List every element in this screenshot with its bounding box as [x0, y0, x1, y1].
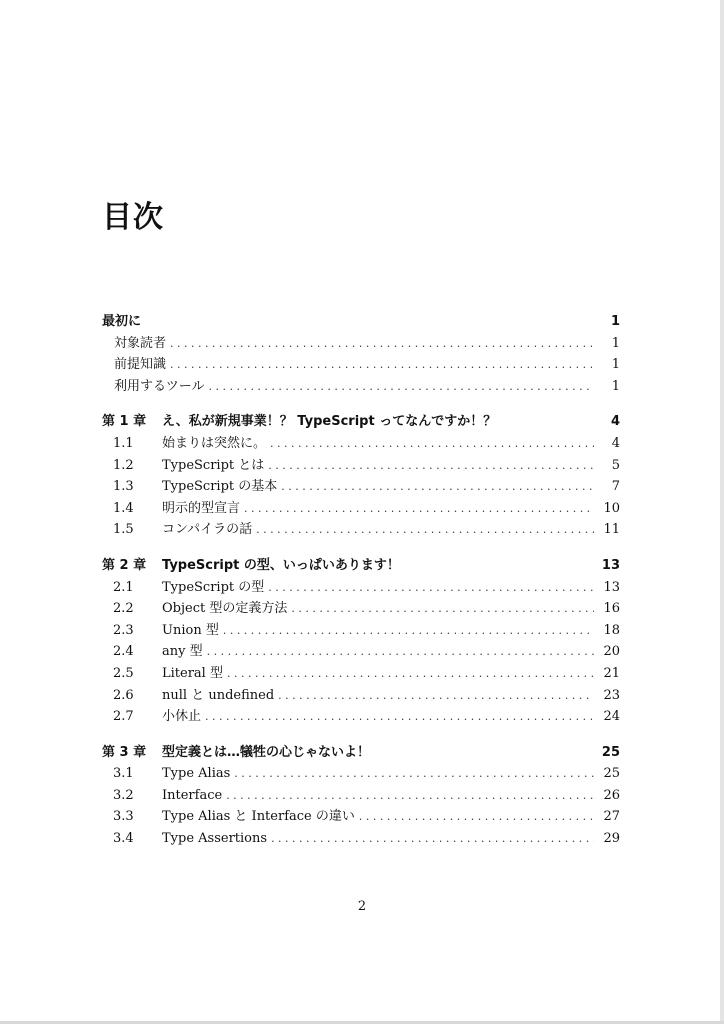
leader-dots	[226, 785, 594, 807]
chapter-page: 1	[610, 314, 620, 329]
toc-entry[interactable]	[102, 685, 620, 707]
toc-entry[interactable]	[102, 433, 620, 455]
leader-dots	[278, 685, 594, 707]
entry-number: 1.3	[113, 479, 134, 495]
entry-number: 3.2	[113, 787, 134, 803]
entry-number: 2.5	[113, 665, 134, 681]
entry-page: 11	[603, 522, 620, 538]
toc-entry[interactable]	[102, 519, 620, 541]
entry-page: 10	[603, 500, 620, 516]
leader-dots	[281, 476, 594, 498]
chapter-number: 第 1 章	[102, 414, 147, 430]
entry-page: 23	[603, 687, 620, 703]
toc-entry[interactable]	[102, 354, 620, 376]
entry-title: null と undefined	[162, 687, 275, 703]
entry-number: 1.2	[113, 457, 134, 473]
entry-title: any 型	[162, 644, 203, 660]
toc-entry[interactable]	[102, 663, 620, 685]
entry-title: Type Alias	[162, 766, 231, 782]
entry-title: 利用するツール	[114, 378, 205, 394]
entry-page: 13	[603, 579, 620, 595]
entry-number: 2.7	[113, 709, 134, 725]
entry-title: TypeScript の基本	[162, 479, 278, 495]
toc-entry[interactable]	[102, 598, 620, 620]
entry-title: Union 型	[162, 622, 219, 638]
entry-title: TypeScript とは	[162, 457, 265, 473]
entry-page: 27	[603, 809, 620, 825]
entry-number: 2.1	[113, 579, 134, 595]
toc-entry[interactable]	[102, 785, 620, 807]
entry-number: 3.4	[113, 831, 134, 847]
entry-page: 1	[611, 335, 620, 351]
entry-page: 7	[611, 479, 620, 495]
toc-entry[interactable]	[102, 498, 620, 520]
leader-dots	[244, 498, 594, 520]
entry-title: Interface	[162, 787, 223, 803]
toc-chapter-heading[interactable]	[102, 742, 620, 764]
leader-dots	[268, 455, 594, 477]
entry-number: 2.2	[113, 601, 134, 617]
leader-dots	[170, 354, 594, 376]
leader-dots	[256, 519, 594, 541]
entry-number: 3.1	[113, 766, 134, 782]
entry-title: 小休止	[162, 709, 202, 725]
entry-page: 25	[603, 766, 620, 782]
entry-page: 5	[611, 457, 620, 473]
entry-number: 3.3	[113, 809, 134, 825]
entry-page: 26	[603, 787, 620, 803]
chapter-title: え、私が新規事業！？ TypeScript ってなんですか！？	[162, 414, 497, 430]
toc-chapter-heading[interactable]	[102, 311, 620, 333]
entry-number: 1.1	[113, 435, 134, 451]
entry-title: Literal 型	[162, 665, 223, 681]
toc-entry[interactable]	[102, 828, 620, 850]
toc-section	[102, 411, 620, 541]
chapter-page: 4	[610, 414, 620, 430]
leader-dots	[223, 620, 594, 642]
entry-page: 1	[611, 357, 620, 373]
chapter-title: TypeScript の型、いっぱいあります！	[162, 557, 400, 573]
entry-number: 2.6	[113, 687, 134, 703]
leader-dots	[270, 433, 594, 455]
chapter-page: 13	[601, 557, 620, 573]
leader-dots	[271, 828, 594, 850]
entry-title: コンパイラの話	[162, 522, 253, 538]
toc-entry[interactable]	[102, 641, 620, 663]
toc-section	[102, 555, 620, 728]
leader-dots	[205, 706, 594, 728]
page-title: 目次	[102, 200, 164, 235]
entry-title: Type Assertions	[162, 831, 268, 847]
toc-chapter-heading[interactable]	[102, 555, 620, 577]
leader-dots	[268, 577, 594, 599]
entry-title: 明示的型宣言	[162, 500, 241, 516]
toc-entry[interactable]	[102, 455, 620, 477]
entry-title: TypeScript の型	[162, 579, 265, 595]
entry-page: 21	[603, 665, 620, 681]
toc-entry[interactable]	[102, 376, 620, 398]
entry-number: 1.4	[113, 500, 134, 516]
leader-dots	[291, 598, 594, 620]
entry-title: Type Alias と Interface の違い	[162, 809, 355, 825]
entry-page: 1	[611, 378, 620, 394]
toc-entry[interactable]	[102, 763, 620, 785]
toc-entry[interactable]	[102, 476, 620, 498]
page-number: 2	[357, 899, 367, 914]
chapter-number: 第 3 章	[102, 744, 147, 760]
entry-page: 18	[603, 622, 620, 638]
chapter-title: 最初に	[102, 314, 142, 329]
entry-number: 2.3	[113, 622, 134, 638]
leader-dots	[207, 641, 594, 663]
entry-number: 2.4	[113, 644, 134, 660]
chapter-number: 第 2 章	[102, 557, 147, 573]
leader-dots	[227, 663, 594, 685]
toc-entry[interactable]	[102, 706, 620, 728]
entry-page: 24	[603, 709, 620, 725]
entry-title: 対象読者	[114, 335, 167, 351]
leader-dots	[170, 333, 594, 355]
entry-number: 1.5	[113, 522, 134, 538]
toc-chapter-heading[interactable]	[102, 411, 620, 433]
entry-title: 始まりは突然に。	[162, 435, 267, 451]
entry-title: 前提知識	[114, 357, 167, 373]
entry-title: Object 型の定義方法	[162, 601, 288, 617]
toc-section	[102, 311, 620, 397]
leader-dots	[359, 806, 594, 828]
chapter-page: 25	[601, 744, 620, 760]
leader-dots	[234, 763, 594, 785]
entry-page: 29	[603, 831, 620, 847]
entry-page: 4	[611, 435, 620, 451]
chapter-title: 型定義とは…犠牲の心じゃないよ！	[162, 744, 371, 760]
toc-section	[102, 742, 620, 850]
toc-entry[interactable]	[102, 333, 620, 355]
entry-page: 20	[603, 644, 620, 660]
page-edge-shadow	[720, 0, 724, 1024]
entry-page: 16	[603, 601, 620, 617]
toc-entry[interactable]	[102, 806, 620, 828]
toc-entry[interactable]	[102, 577, 620, 599]
toc-entry[interactable]	[102, 620, 620, 642]
leader-dots	[208, 376, 594, 398]
table-of-contents	[102, 311, 620, 864]
